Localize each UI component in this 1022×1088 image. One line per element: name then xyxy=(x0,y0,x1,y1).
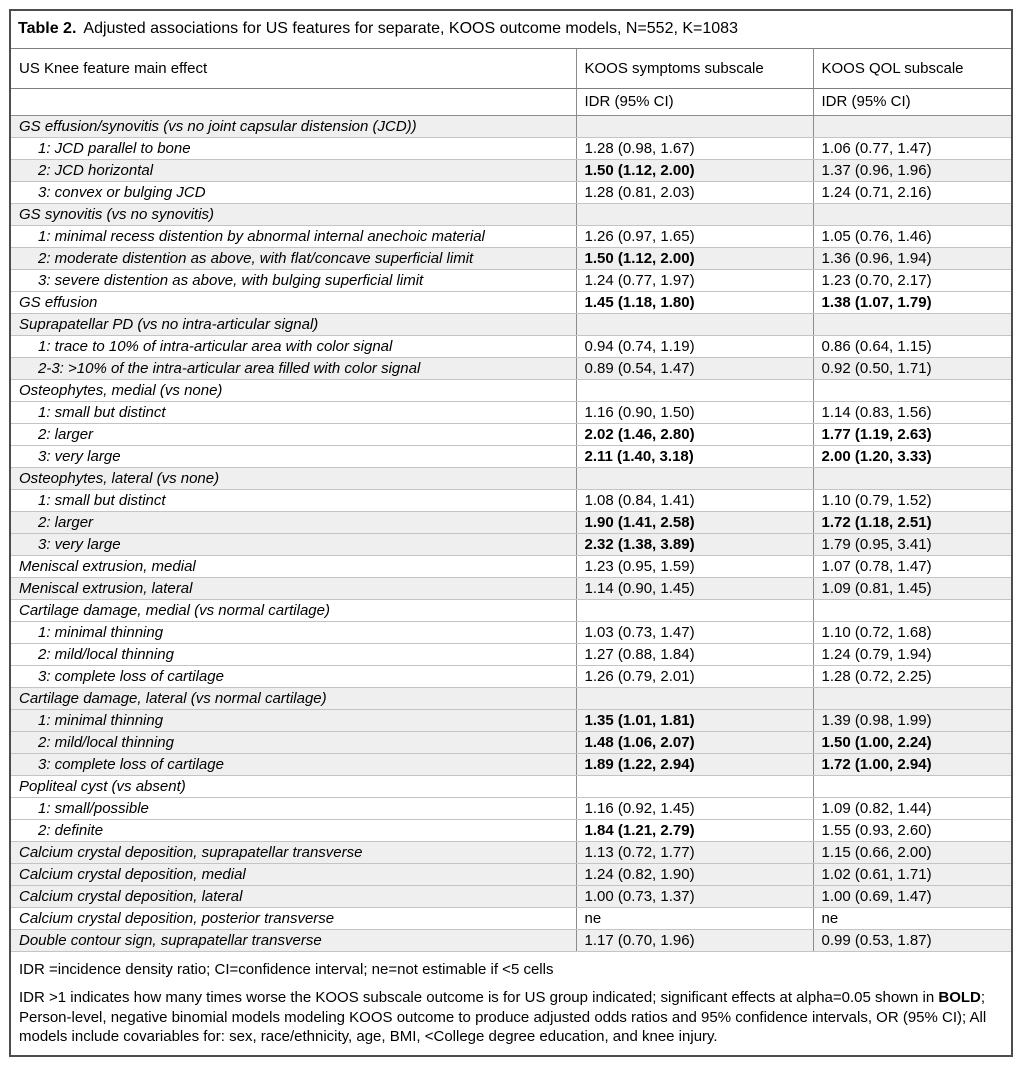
table-row xyxy=(10,644,1012,666)
feature-cell: Osteophytes, medial (vs none) xyxy=(10,380,576,402)
table-row xyxy=(10,138,1012,160)
symptoms-value-cell: 2.32 (1.38, 3.89) xyxy=(576,534,813,556)
symptoms-value-cell xyxy=(576,600,813,622)
footnote-bold-word: BOLD xyxy=(938,988,981,1006)
qol-value-cell xyxy=(813,116,1012,138)
table-row xyxy=(10,446,1012,468)
symptoms-value-cell xyxy=(576,688,813,710)
feature-cell: 1: JCD parallel to bone xyxy=(10,138,576,160)
feature-cell: Cartilage damage, lateral (vs normal cartilage) xyxy=(10,688,576,710)
qol-value-cell: 1.09 (0.82, 1.44) xyxy=(813,798,1012,820)
feature-cell: 3: severe distention as above, with bulging superficial limit xyxy=(10,270,576,292)
qol-value-cell xyxy=(813,468,1012,490)
qol-value-cell: 1.10 (0.72, 1.68) xyxy=(813,622,1012,644)
table-row xyxy=(10,688,1012,710)
feature-cell: 3: convex or bulging JCD xyxy=(10,182,576,204)
footnote-row-1 xyxy=(10,952,1012,986)
table-row xyxy=(10,424,1012,446)
feature-cell: 3: complete loss of cartilage xyxy=(10,754,576,776)
feature-cell: Double contour sign, suprapatellar transverse xyxy=(10,930,576,952)
feature-cell: 2: larger xyxy=(10,424,576,446)
feature-cell: 2: moderate distention as above, with flat/concave superficial limit xyxy=(10,248,576,270)
qol-value-cell: 1.38 (1.07, 1.79) xyxy=(813,292,1012,314)
feature-cell: 3: very large xyxy=(10,446,576,468)
feature-cell: 2: definite xyxy=(10,820,576,842)
symptoms-value-cell: 1.16 (0.92, 1.45) xyxy=(576,798,813,820)
qol-value-cell: 1.72 (1.18, 2.51) xyxy=(813,512,1012,534)
feature-cell: GS effusion xyxy=(10,292,576,314)
symptoms-value-cell: 1.00 (0.73, 1.37) xyxy=(576,886,813,908)
symptoms-value-cell: 1.84 (1.21, 2.79) xyxy=(576,820,813,842)
feature-cell: 1: minimal recess distention by abnormal internal anechoic material xyxy=(10,226,576,248)
table-row xyxy=(10,622,1012,644)
table-row xyxy=(10,820,1012,842)
table-row xyxy=(10,336,1012,358)
feature-cell: GS synovitis (vs no synovitis) xyxy=(10,204,576,226)
qol-value-cell: 1.23 (0.70, 2.17) xyxy=(813,270,1012,292)
qol-value-cell: 1.50 (1.00, 2.24) xyxy=(813,732,1012,754)
table-row xyxy=(10,556,1012,578)
feature-cell: 1: minimal thinning xyxy=(10,622,576,644)
qol-value-cell xyxy=(813,600,1012,622)
feature-cell: Cartilage damage, medial (vs normal cartilage) xyxy=(10,600,576,622)
qol-value-cell: 0.86 (0.64, 1.15) xyxy=(813,336,1012,358)
symptoms-value-cell: 1.03 (0.73, 1.47) xyxy=(576,622,813,644)
table-row xyxy=(10,864,1012,886)
table-row xyxy=(10,358,1012,380)
feature-cell: 2: larger xyxy=(10,512,576,534)
title-row xyxy=(10,10,1012,49)
qol-value-cell: 1.24 (0.79, 1.94) xyxy=(813,644,1012,666)
feature-cell: GS effusion/synovitis (vs no joint capsular distension (JCD)) xyxy=(10,116,576,138)
symptoms-value-cell: 1.90 (1.41, 2.58) xyxy=(576,512,813,534)
table-row xyxy=(10,468,1012,490)
symptoms-value-cell: 1.28 (0.98, 1.67) xyxy=(576,138,813,160)
symptoms-value-cell: 1.08 (0.84, 1.41) xyxy=(576,490,813,512)
table-row xyxy=(10,314,1012,336)
column-header-symptoms: KOOS symptoms subscale xyxy=(576,49,813,89)
symptoms-value-cell: 1.17 (0.70, 1.96) xyxy=(576,930,813,952)
table-row xyxy=(10,578,1012,600)
feature-cell: Calcium crystal deposition, suprapatellar transverse xyxy=(10,842,576,864)
qol-value-cell: 1.24 (0.71, 2.16) xyxy=(813,182,1012,204)
feature-cell: 2: mild/local thinning xyxy=(10,732,576,754)
symptoms-value-cell: 1.89 (1.22, 2.94) xyxy=(576,754,813,776)
symptoms-value-cell: 1.24 (0.82, 1.90) xyxy=(576,864,813,886)
table-row xyxy=(10,710,1012,732)
feature-cell: 1: small but distinct xyxy=(10,402,576,424)
qol-value-cell: 0.92 (0.50, 1.71) xyxy=(813,358,1012,380)
measure-header-row xyxy=(10,89,1012,116)
table-title xyxy=(10,10,1012,49)
feature-cell: 3: complete loss of cartilage xyxy=(10,666,576,688)
qol-value-cell xyxy=(813,314,1012,336)
qol-value-cell: 1.00 (0.69, 1.47) xyxy=(813,886,1012,908)
footnote-methods-text-1: IDR >1 indicates how many times worse the KOOS subscale outcome is for US group indicated; significant effects at alpha=0.05 shown in xyxy=(19,988,939,1006)
qol-value-cell: 1.10 (0.79, 1.52) xyxy=(813,490,1012,512)
table-row xyxy=(10,292,1012,314)
qol-value-cell: 1.36 (0.96, 1.94) xyxy=(813,248,1012,270)
table-row xyxy=(10,842,1012,864)
symptoms-value-cell: 0.89 (0.54, 1.47) xyxy=(576,358,813,380)
table-row xyxy=(10,248,1012,270)
symptoms-value-cell xyxy=(576,314,813,336)
footnote-row-2 xyxy=(10,986,1012,1056)
qol-value-cell: 1.15 (0.66, 2.00) xyxy=(813,842,1012,864)
table-row xyxy=(10,402,1012,424)
feature-cell: 2-3: >10% of the intra-articular area filled with color signal xyxy=(10,358,576,380)
footnote-methods xyxy=(10,986,1012,1056)
feature-cell: 2: mild/local thinning xyxy=(10,644,576,666)
symptoms-value-cell xyxy=(576,204,813,226)
table-row xyxy=(10,182,1012,204)
feature-cell: 1: minimal thinning xyxy=(10,710,576,732)
table-row xyxy=(10,512,1012,534)
table-row xyxy=(10,600,1012,622)
qol-value-cell: 1.79 (0.95, 3.41) xyxy=(813,534,1012,556)
table-number-label: Table 2. xyxy=(18,20,77,37)
measure-header-symptoms: IDR (95% CI) xyxy=(576,89,813,116)
table-row xyxy=(10,930,1012,952)
feature-cell: Calcium crystal deposition, medial xyxy=(10,864,576,886)
symptoms-value-cell: 1.13 (0.72, 1.77) xyxy=(576,842,813,864)
symptoms-value-cell: 1.50 (1.12, 2.00) xyxy=(576,160,813,182)
symptoms-value-cell xyxy=(576,116,813,138)
feature-cell: Meniscal extrusion, medial xyxy=(10,556,576,578)
koos-outcomes-table xyxy=(9,9,1013,1057)
symptoms-value-cell: 1.45 (1.18, 1.80) xyxy=(576,292,813,314)
qol-value-cell: ne xyxy=(813,908,1012,930)
footnote-methods-text-2: ; Person-level, negative binomial models modeling KOOS outcome to produce adjusted odds ratios and 95% confidence intervals, OR (95% CI); All models include covariables for: sex, race/ethnicity, age, BMI, <College degree education, and knee injury. xyxy=(19,988,987,1046)
qol-value-cell: 1.02 (0.61, 1.71) xyxy=(813,864,1012,886)
table-row xyxy=(10,380,1012,402)
symptoms-value-cell xyxy=(576,776,813,798)
qol-value-cell: 1.37 (0.96, 1.96) xyxy=(813,160,1012,182)
symptoms-value-cell xyxy=(576,468,813,490)
table-row xyxy=(10,270,1012,292)
table-title-text: Adjusted associations for US features for separate, KOOS outcome models, N=552, K=1083 xyxy=(83,20,738,37)
feature-cell: 1: small/possible xyxy=(10,798,576,820)
table-row xyxy=(10,776,1012,798)
symptoms-value-cell: ne xyxy=(576,908,813,930)
qol-value-cell: 1.09 (0.81, 1.45) xyxy=(813,578,1012,600)
symptoms-value-cell: 1.26 (0.97, 1.65) xyxy=(576,226,813,248)
measure-header-empty xyxy=(10,89,576,116)
qol-value-cell: 1.72 (1.00, 2.94) xyxy=(813,754,1012,776)
symptoms-value-cell: 1.28 (0.81, 2.03) xyxy=(576,182,813,204)
symptoms-value-cell: 2.02 (1.46, 2.80) xyxy=(576,424,813,446)
qol-value-cell: 1.05 (0.76, 1.46) xyxy=(813,226,1012,248)
qol-value-cell xyxy=(813,688,1012,710)
table-row xyxy=(10,732,1012,754)
feature-cell: Calcium crystal deposition, lateral xyxy=(10,886,576,908)
feature-cell: 3: very large xyxy=(10,534,576,556)
symptoms-value-cell: 1.24 (0.77, 1.97) xyxy=(576,270,813,292)
table-body xyxy=(10,116,1012,952)
qol-value-cell: 1.14 (0.83, 1.56) xyxy=(813,402,1012,424)
table-row xyxy=(10,886,1012,908)
feature-cell: Popliteal cyst (vs absent) xyxy=(10,776,576,798)
table-row xyxy=(10,754,1012,776)
table-row xyxy=(10,666,1012,688)
qol-value-cell: 1.77 (1.19, 2.63) xyxy=(813,424,1012,446)
qol-value-cell: 1.07 (0.78, 1.47) xyxy=(813,556,1012,578)
symptoms-value-cell: 1.27 (0.88, 1.84) xyxy=(576,644,813,666)
symptoms-value-cell: 1.16 (0.90, 1.50) xyxy=(576,402,813,424)
symptoms-value-cell: 1.48 (1.06, 2.07) xyxy=(576,732,813,754)
feature-cell: 2: JCD horizontal xyxy=(10,160,576,182)
qol-value-cell: 0.99 (0.53, 1.87) xyxy=(813,930,1012,952)
symptoms-value-cell: 1.50 (1.12, 2.00) xyxy=(576,248,813,270)
qol-value-cell: 2.00 (1.20, 3.33) xyxy=(813,446,1012,468)
feature-cell: Suprapatellar PD (vs no intra-articular signal) xyxy=(10,314,576,336)
symptoms-value-cell: 1.23 (0.95, 1.59) xyxy=(576,556,813,578)
qol-value-cell: 1.39 (0.98, 1.99) xyxy=(813,710,1012,732)
feature-cell: Osteophytes, lateral (vs none) xyxy=(10,468,576,490)
symptoms-value-cell: 1.14 (0.90, 1.45) xyxy=(576,578,813,600)
symptoms-value-cell: 2.11 (1.40, 3.18) xyxy=(576,446,813,468)
table-row xyxy=(10,798,1012,820)
qol-value-cell xyxy=(813,380,1012,402)
table-row xyxy=(10,226,1012,248)
footnote-abbreviations: IDR =incidence density ratio; CI=confidence interval; ne=not estimable if <5 cells xyxy=(10,952,1012,986)
table-row xyxy=(10,160,1012,182)
qol-value-cell xyxy=(813,776,1012,798)
table-row xyxy=(10,490,1012,512)
symptoms-value-cell: 0.94 (0.74, 1.19) xyxy=(576,336,813,358)
feature-cell: 1: trace to 10% of intra-articular area with color signal xyxy=(10,336,576,358)
table-row xyxy=(10,534,1012,556)
column-header-feature: US Knee feature main effect xyxy=(10,49,576,89)
feature-cell: Meniscal extrusion, lateral xyxy=(10,578,576,600)
qol-value-cell: 1.06 (0.77, 1.47) xyxy=(813,138,1012,160)
qol-value-cell: 1.28 (0.72, 2.25) xyxy=(813,666,1012,688)
qol-value-cell: 1.55 (0.93, 2.60) xyxy=(813,820,1012,842)
table-row xyxy=(10,204,1012,226)
feature-cell: 1: small but distinct xyxy=(10,490,576,512)
qol-value-cell xyxy=(813,204,1012,226)
symptoms-value-cell xyxy=(576,380,813,402)
table-row xyxy=(10,116,1012,138)
measure-header-qol: IDR (95% CI) xyxy=(813,89,1012,116)
feature-cell: Calcium crystal deposition, posterior transverse xyxy=(10,908,576,930)
table-row xyxy=(10,908,1012,930)
column-header-row xyxy=(10,49,1012,89)
column-header-qol: KOOS QOL subscale xyxy=(813,49,1012,89)
symptoms-value-cell: 1.35 (1.01, 1.81) xyxy=(576,710,813,732)
symptoms-value-cell: 1.26 (0.79, 2.01) xyxy=(576,666,813,688)
